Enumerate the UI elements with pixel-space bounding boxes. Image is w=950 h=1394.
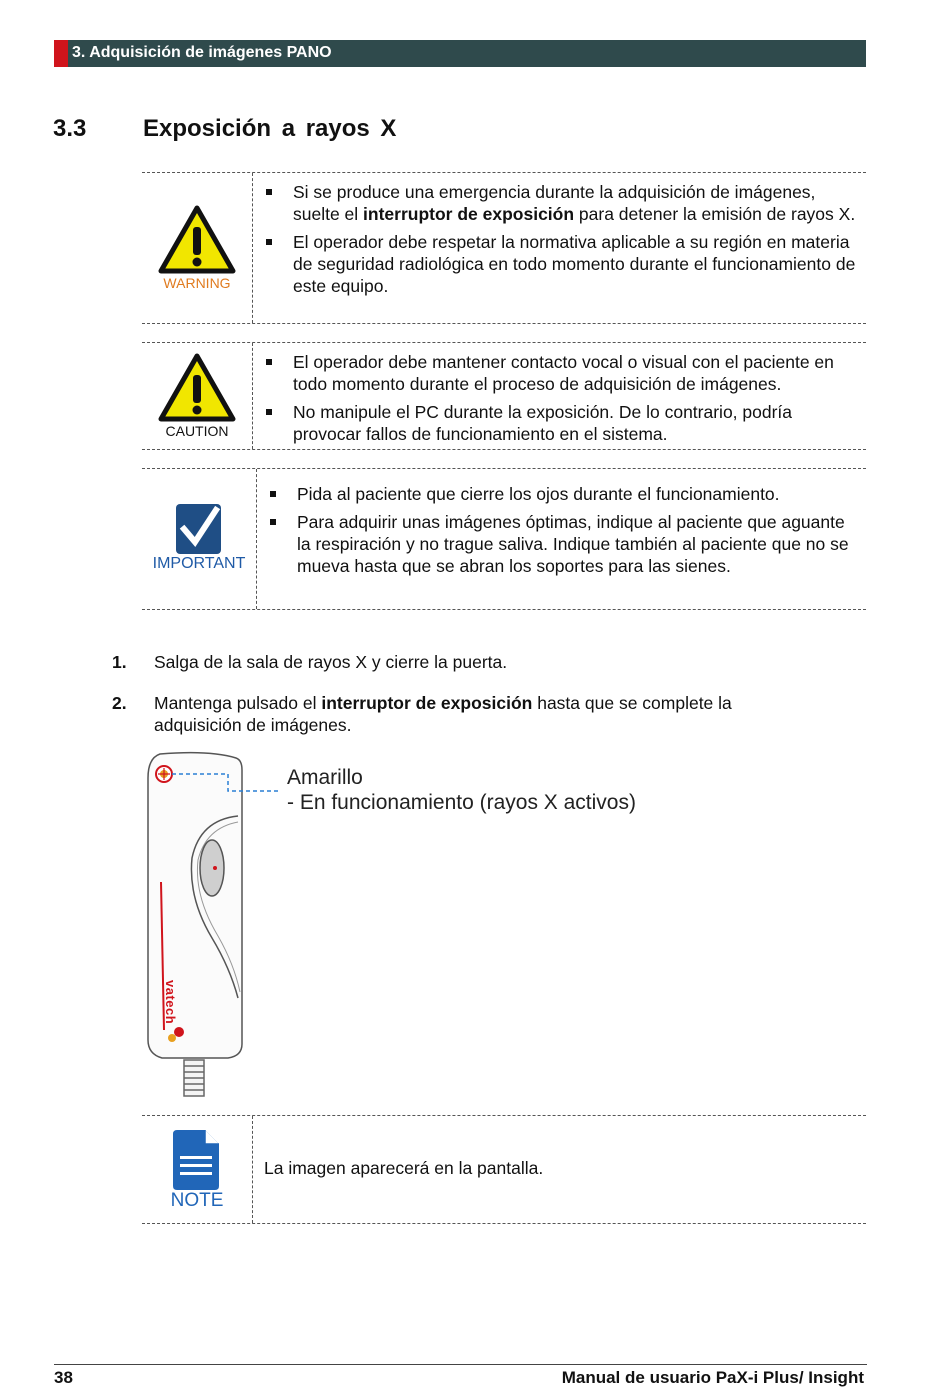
document-icon	[173, 1130, 219, 1190]
caution-list	[264, 351, 858, 451]
caution-label: CAUTION	[165, 423, 229, 439]
vatech-logo: vatech	[163, 980, 178, 1025]
warning-item: El operador debe respetar la normativa aplicable a su región en materia de seguridad radiológica en todo momento durante el funcionamiento de este equipo.	[264, 231, 858, 297]
warning-box	[142, 172, 866, 324]
note-label: NOTE	[170, 1190, 224, 1211]
page-number: 38	[54, 1368, 73, 1387]
header-accent	[54, 40, 68, 67]
step-text: Mantenga pulsado el interruptor de exposición hasta que se complete la adquisición de imágenes.	[154, 693, 732, 735]
caution-item: No manipule el PC durante la exposición. De lo contrario, podría provocar fallos de funcionamiento en el sistema.	[264, 401, 858, 445]
led-callout-title: Amarillo	[287, 766, 363, 789]
step-number: 2.	[112, 693, 127, 713]
warning-label: WARNING	[163, 275, 231, 291]
important-icon-cell	[142, 469, 257, 609]
led-callout-description: - En funcionamiento (rayos X activos)	[287, 791, 636, 814]
switch-cable	[184, 1060, 204, 1096]
footer-divider	[54, 1364, 867, 1365]
section-number: 3.3	[53, 115, 87, 142]
section-title: Exposición a rayos X	[143, 115, 397, 142]
important-label: IMPORTANT	[152, 555, 246, 572]
caution-icon-cell	[142, 343, 253, 449]
caution-item: El operador debe mantener contacto vocal o visual con el paciente en todo momento durante el proceso de adquisición de imágenes.	[264, 351, 858, 395]
warning-icon-cell	[142, 173, 253, 323]
caution-box	[142, 342, 866, 450]
exposure-button	[200, 840, 224, 896]
caution-triangle-icon	[158, 353, 236, 423]
chapter-header-bar	[54, 40, 866, 67]
warning-list	[264, 181, 858, 303]
note-icon-cell	[142, 1116, 253, 1223]
important-item: Para adquirir unas imágenes óptimas, indique al paciente que aguante la respiración y no trague saliva. Indique también al paciente que no se mueva hasta que se abran los soportes para las sienes.	[268, 511, 858, 577]
checkmark-icon	[176, 504, 222, 554]
step-text: Salga de la sala de rayos X y cierre la puerta.	[154, 652, 508, 672]
important-list	[268, 483, 858, 583]
status-led-icon	[156, 766, 172, 782]
note-box	[142, 1115, 866, 1224]
chapter-title: 3. Adquisición de imágenes PANO	[72, 44, 332, 61]
step-number: 1.	[112, 652, 127, 672]
exposure-switch-illustration	[140, 748, 300, 1100]
note-text: La imagen aparecerá en la pantalla.	[264, 1158, 544, 1178]
important-item: Pida al paciente que cierre los ojos durante el funcionamiento.	[268, 483, 858, 505]
warning-triangle-icon	[158, 205, 236, 275]
warning-item: Si se produce una emergencia durante la adquisición de imágenes, suelte el interruptor de exposición para detener la emisión de rayos X.	[264, 181, 858, 225]
manual-title: Manual de usuario PaX-i Plus/ Insight	[561, 1368, 864, 1387]
important-box	[142, 468, 866, 610]
